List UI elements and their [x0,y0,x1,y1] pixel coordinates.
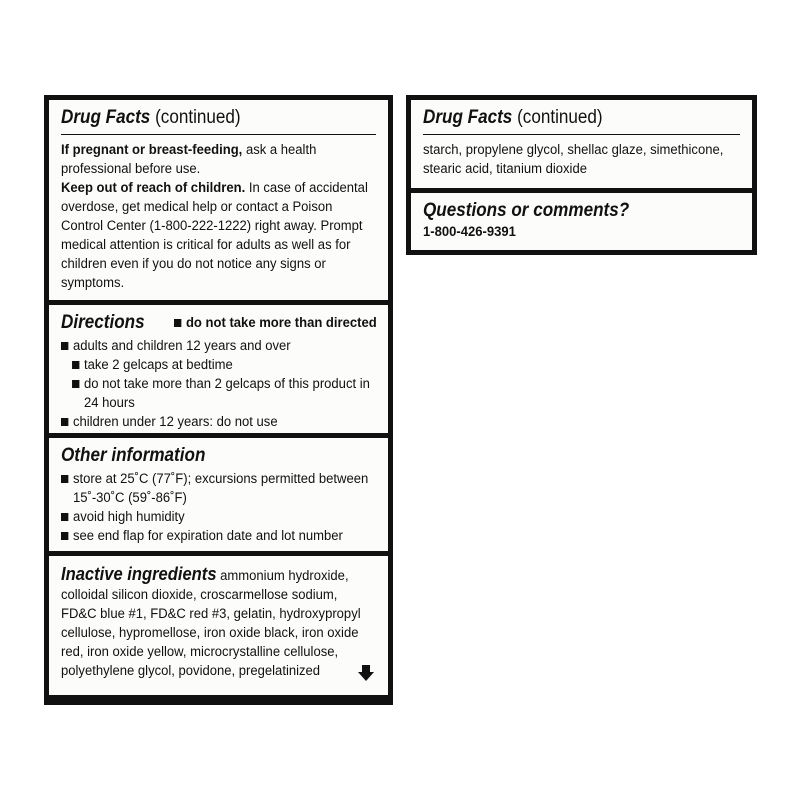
questions-phone: 1-800-426-9391 [423,224,516,240]
title-rule [61,134,376,135]
inactive-ingredients-text: ammonium hydroxide, colloidal silicon dioxide, croscarmellose sodium, FD&C blue #1, FD&C red #3, gelatin, hydroxypropyl cellulose, hypromellose, iron oxide black, iron oxide red, iron oxide yellow, microcrystalline cellulose, polyethylene glycol, povidone, pregelatinized [61,568,361,679]
drug-facts-title [61,106,241,130]
list-item-text: take 2 gelcaps at bedtime [84,357,233,373]
other-information-title: Other information [61,445,206,466]
directions-section [49,305,388,433]
list-item [61,508,374,527]
children-warning [61,179,374,293]
directions-header [61,311,376,335]
pregnant-warning-text: ask a health professional before use. [61,142,317,177]
list-item [61,527,374,546]
drug-facts-panel-left [44,95,393,705]
list-item-text: children under 12 years: do not use [72,414,278,430]
list-item [61,413,374,432]
list-item [61,470,374,508]
inactive-ingredients-section [49,556,388,695]
square-bullet-icon [72,380,79,388]
pregnant-warning [61,141,374,179]
drug-facts-title [423,106,603,130]
ingredients-continued-text: starch, propylene glycol, shellac glaze, simethicone, stearic acid, titanium dioxide [423,142,724,177]
list-item-text: adults and children 12 years and over [72,338,291,354]
other-information-section [49,438,388,551]
square-bullet-icon [174,319,181,327]
list-item [61,337,374,356]
square-bullet-icon [61,342,68,350]
list-item-text: store at 25˚C (77˚F); excursions permitted between 15˚-30˚C (59˚-86˚F) [72,471,369,506]
list-item-text: do not take more than 2 gelcaps of this product in 24 hours [84,376,370,411]
square-bullet-icon [61,532,68,540]
children-warning-text: In case of accidental overdose, get medical help or contact a Poison Control Center (1-800-222-1222) right away. Prompt medical attention is critical for adults as well as for children even if you do not notice any signs or symptoms. [61,180,368,291]
drug-facts-continued-section [411,100,752,188]
square-bullet-icon [61,475,68,483]
square-bullet-icon [61,513,68,521]
directions-note [174,315,377,331]
list-item-text: see end flap for expiration date and lot number [72,528,343,544]
square-bullet-icon [61,418,68,426]
pregnant-warning-bold: If pregnant or breast-feeding, [61,142,243,158]
drug-facts-panel-right [406,95,757,255]
questions-section [411,193,752,250]
drug-facts-continued: (continued) [517,107,603,128]
directions-title: Directions [61,312,145,333]
drug-facts-continued: (continued) [155,107,241,128]
inactive-ingredients-title: Inactive ingredients [61,564,217,584]
title-rule [423,134,740,135]
drug-facts-section [49,100,388,300]
directions-note-text: do not take more than directed [185,315,377,331]
list-item-text: avoid high humidity [72,509,185,525]
arrow-down-icon [358,665,374,681]
square-bullet-icon [72,361,79,369]
questions-title: Questions or comments? [423,200,630,221]
drug-facts-title-text: Drug Facts [61,107,151,128]
list-item [72,375,374,413]
list-item [72,356,374,375]
drug-facts-title-text: Drug Facts [423,107,513,128]
children-warning-bold: Keep out of reach of children. [61,180,246,196]
